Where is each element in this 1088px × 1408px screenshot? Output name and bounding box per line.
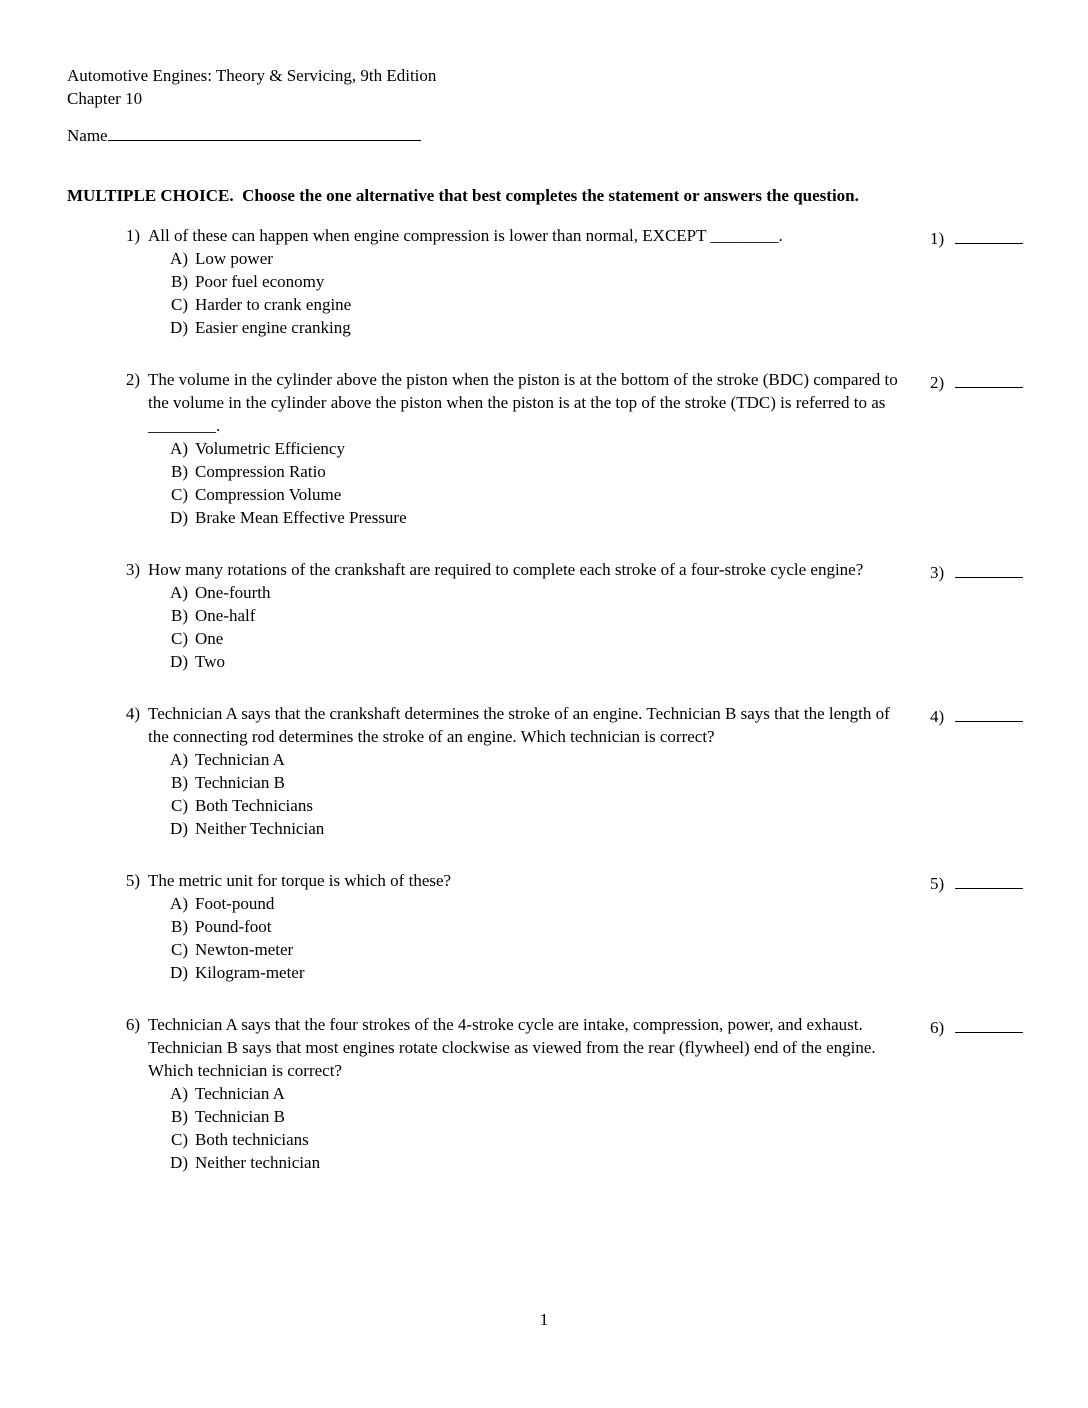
option-label: One-fourth: [195, 583, 271, 602]
question-text: The metric unit for torque is which of these?: [148, 871, 452, 890]
option-letter: A): [170, 439, 188, 458]
option-line: [164, 483, 1088, 506]
question-body: [104, 368, 905, 437]
option-line: [164, 771, 1088, 794]
answer-blank[interactable]: [955, 1013, 1023, 1033]
question-body: [104, 558, 905, 581]
option-letter: D): [170, 508, 188, 527]
option-letter: B): [171, 917, 188, 936]
answer-blank[interactable]: [955, 558, 1023, 578]
question-text: All of these can happen when engine compression is lower than normal, EXCEPT ________.: [148, 226, 783, 245]
option-line: [164, 892, 1088, 915]
question-number: 6): [125, 1015, 140, 1034]
question-number: 5): [125, 871, 140, 890]
option-label: Poor fuel economy: [195, 272, 325, 291]
page-number: 1: [539, 1310, 549, 1329]
option-letter: B): [171, 272, 188, 291]
name-label: Name: [67, 126, 108, 145]
option-letter: A): [170, 583, 188, 602]
option-line: [164, 460, 1088, 483]
option-letter: D): [170, 819, 188, 838]
option-label: Easier engine cranking: [195, 318, 351, 337]
question-text: Technician A says that the four strokes of the 4-stroke cycle are intake, compression, power, and exhaust. Technician B says that most engines rotate clockwise as viewed from the rear (flywheel) end of the engine. Which technician is correct?: [148, 1015, 876, 1080]
name-blank-line[interactable]: [108, 121, 421, 141]
option-label: Volumetric Efficiency: [195, 439, 345, 458]
answer-blank[interactable]: [955, 869, 1023, 889]
option-line: [164, 915, 1088, 938]
options-list: [164, 748, 1088, 840]
option-label: Both Technicians: [195, 796, 313, 815]
option-label: One-half: [195, 606, 256, 625]
answer-number: 6): [930, 1018, 945, 1037]
option-letter: C): [171, 629, 188, 648]
options-list: [164, 581, 1088, 673]
option-label: One: [195, 629, 224, 648]
option-letter: D): [170, 652, 188, 671]
question-text: The volume in the cylinder above the piston when the piston is at the bottom of the stroke (BDC) compared to the volume in the cylinder above the piston when the piston is at the top of the stroke (TDC) is referred to as ________.: [148, 370, 898, 435]
question-block: [0, 1013, 1088, 1174]
answer-number: 3): [930, 563, 945, 582]
question-number: 4): [125, 704, 140, 723]
option-label: Technician B: [195, 773, 285, 792]
answer-slot: [930, 702, 1023, 728]
question-text: Technician A says that the crankshaft determines the stroke of an engine. Technician B says that the length of the connecting rod determines the stroke of an engine. Which technician is correct?: [148, 704, 890, 746]
option-letter: C): [171, 796, 188, 815]
option-letter: A): [170, 249, 188, 268]
option-label: Technician B: [195, 1107, 285, 1126]
option-line: [164, 817, 1088, 840]
option-label: Foot-pound: [195, 894, 275, 913]
option-letter: B): [171, 606, 188, 625]
question-number: 2): [125, 370, 140, 389]
question-block: [0, 869, 1088, 984]
questions-list: [0, 224, 1088, 1203]
book-title: Automotive Engines: Theory & Servicing, 9th Edition: [67, 66, 437, 85]
option-letter: C): [171, 940, 188, 959]
option-letter: A): [170, 894, 188, 913]
answer-slot: [930, 224, 1023, 250]
option-letter: C): [171, 1130, 188, 1149]
option-letter: B): [171, 462, 188, 481]
question-block: [0, 702, 1088, 840]
chapter-label: Chapter 10: [67, 89, 143, 108]
option-label: Compression Volume: [195, 485, 342, 504]
document-header: [67, 64, 436, 110]
answer-number: 4): [930, 707, 945, 726]
question-number: 1): [125, 226, 140, 245]
option-line: [164, 293, 1088, 316]
option-letter: B): [171, 773, 188, 792]
option-label: Newton-meter: [195, 940, 294, 959]
option-line: [164, 1151, 1088, 1174]
option-label: Compression Ratio: [195, 462, 326, 481]
option-label: Technician A: [195, 1084, 285, 1103]
answer-blank[interactable]: [955, 368, 1023, 388]
options-list: [164, 437, 1088, 529]
question-body: [104, 869, 905, 892]
option-letter: A): [170, 1084, 188, 1103]
option-label: Neither Technician: [195, 819, 325, 838]
answer-slot: [930, 869, 1023, 895]
answer-number: 1): [930, 229, 945, 248]
option-label: Harder to crank engine: [195, 295, 352, 314]
answer-slot: [930, 1013, 1023, 1039]
option-letter: B): [171, 1107, 188, 1126]
option-line: [164, 938, 1088, 961]
option-line: [164, 270, 1088, 293]
option-label: Both technicians: [195, 1130, 309, 1149]
option-line: [164, 627, 1088, 650]
answer-blank[interactable]: [955, 702, 1023, 722]
option-line: [164, 1105, 1088, 1128]
option-letter: D): [170, 963, 188, 982]
option-label: Technician A: [195, 750, 285, 769]
options-list: [164, 1082, 1088, 1174]
question-block: [0, 224, 1088, 339]
option-letter: C): [171, 485, 188, 504]
question-text: How many rotations of the crankshaft are required to complete each stroke of a four-stroke cycle engine?: [148, 560, 864, 579]
option-line: [164, 506, 1088, 529]
question-body: [104, 224, 905, 247]
option-label: Brake Mean Effective Pressure: [195, 508, 407, 527]
section-instructions: MULTIPLE CHOICE. Choose the one alternative that best completes the statement or answers the question.: [67, 186, 859, 205]
option-label: Low power: [195, 249, 273, 268]
option-line: [164, 1082, 1088, 1105]
question-body: [104, 1013, 905, 1082]
answer-number: 5): [930, 874, 945, 893]
option-line: [164, 581, 1088, 604]
option-line: [164, 1128, 1088, 1151]
question-body: [104, 702, 905, 748]
question-number: 3): [125, 560, 140, 579]
option-letter: A): [170, 750, 188, 769]
option-label: Neither technician: [195, 1153, 321, 1172]
answer-slot: [930, 368, 1023, 394]
option-letter: C): [171, 295, 188, 314]
option-line: [164, 650, 1088, 673]
options-list: [164, 892, 1088, 984]
option-line: [164, 316, 1088, 339]
option-letter: D): [170, 318, 188, 337]
option-line: [164, 437, 1088, 460]
question-block: [0, 558, 1088, 673]
options-list: [164, 247, 1088, 339]
option-label: Two: [195, 652, 225, 671]
name-row: [67, 121, 421, 147]
option-label: Kilogram-meter: [195, 963, 305, 982]
question-block: [0, 368, 1088, 529]
answer-slot: [930, 558, 1023, 584]
answer-number: 2): [930, 373, 945, 392]
answer-blank[interactable]: [955, 224, 1023, 244]
option-line: [164, 247, 1088, 270]
option-letter: D): [170, 1153, 188, 1172]
option-line: [164, 604, 1088, 627]
option-label: Pound-foot: [195, 917, 272, 936]
option-line: [164, 794, 1088, 817]
option-line: [164, 961, 1088, 984]
option-line: [164, 748, 1088, 771]
